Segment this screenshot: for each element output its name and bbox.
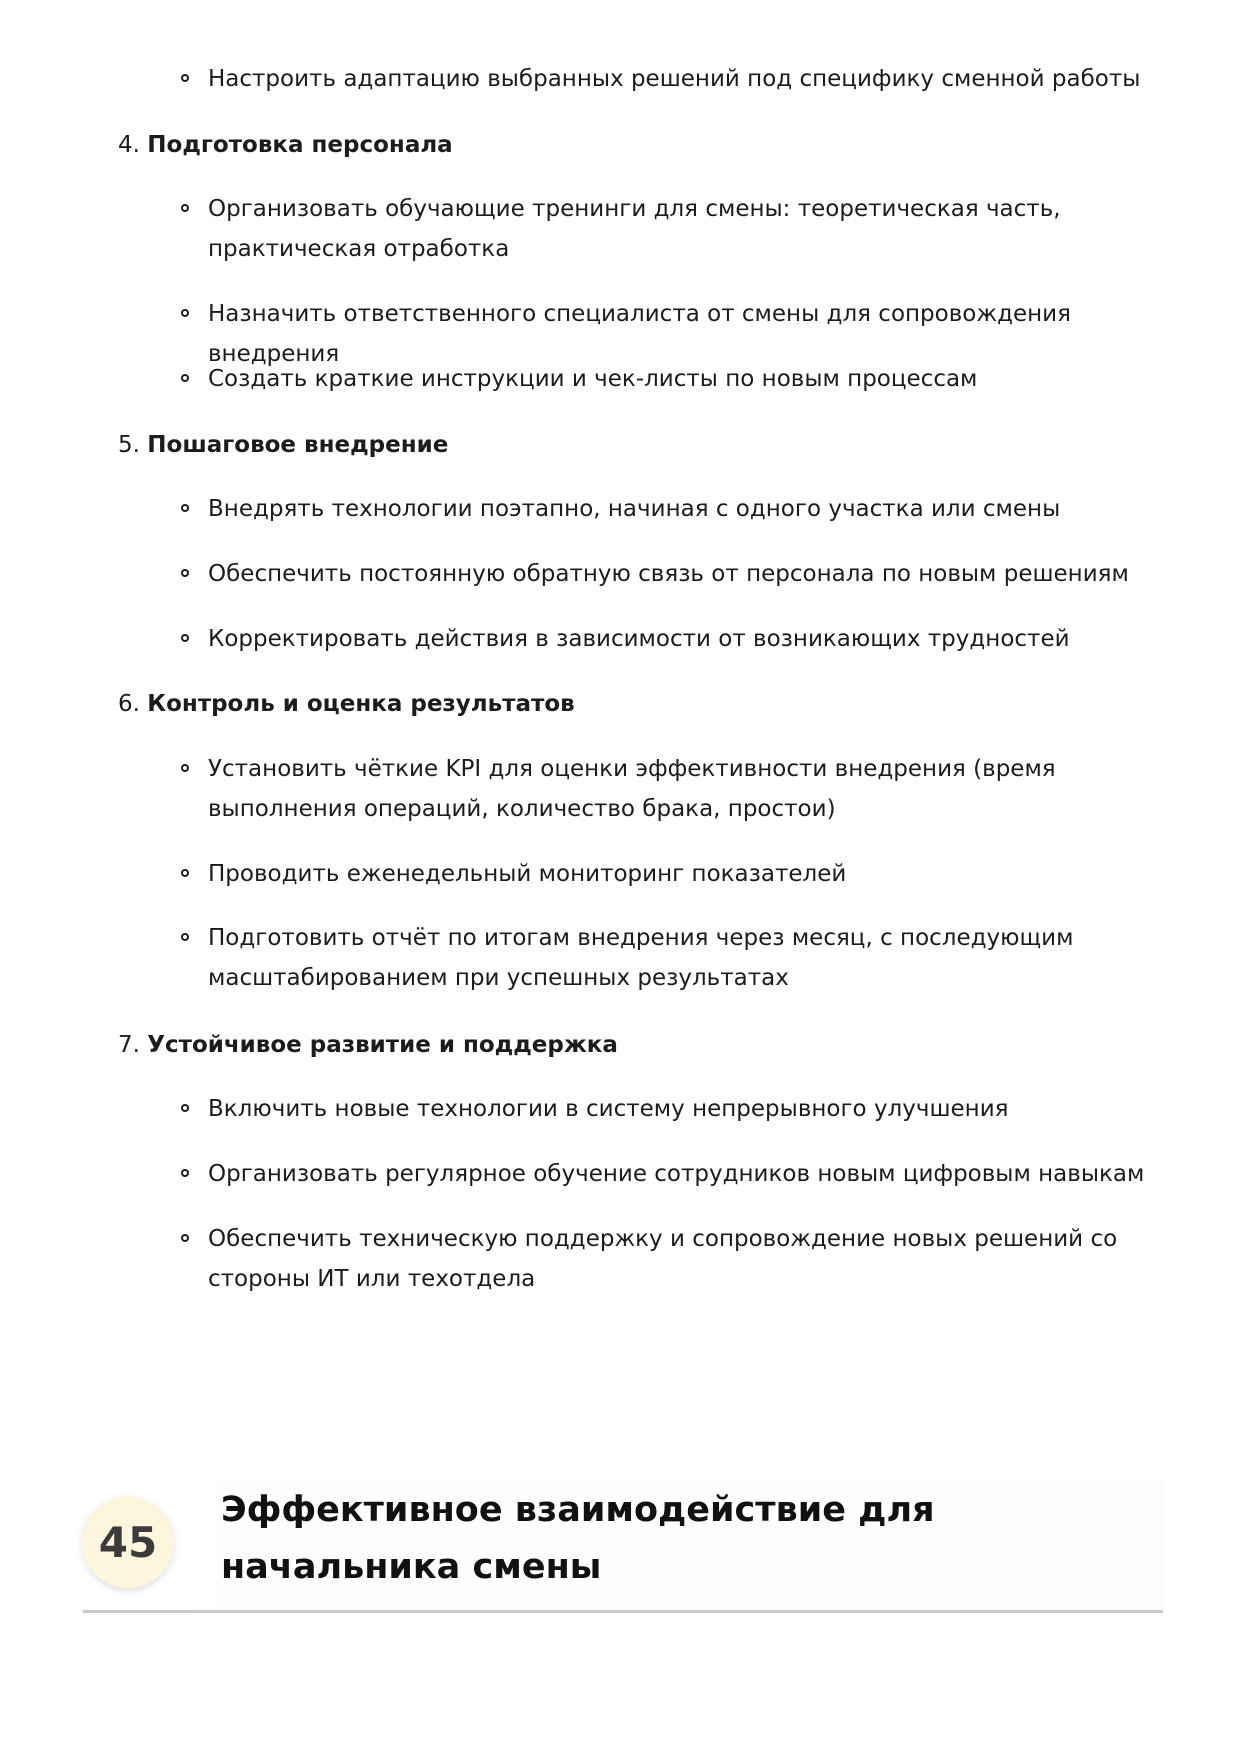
- section-title: Устойчивое развитие и поддержка: [147, 1032, 618, 1058]
- section-title: Контроль и оценка результатов: [147, 691, 575, 717]
- list-item-text: Установить чёткие KPI для оценки эффективности внедрения (время выполнения операций, количество брака, простои): [208, 756, 1056, 822]
- chapter-title: Эффективное взаимодействие для начальника смены: [221, 1490, 935, 1587]
- circle-bullet-icon: [181, 74, 189, 82]
- section-number: 5.: [118, 432, 140, 458]
- circle-bullet-icon: [181, 504, 189, 512]
- circle-bullet-icon: [181, 1234, 189, 1242]
- list-item: [208, 1154, 1168, 1194]
- circle-bullet-icon: [181, 569, 189, 577]
- list-item-text: Обеспечить техническую поддержку и сопровождение новых решений со стороны ИТ или техотдела: [208, 1226, 1118, 1292]
- list-item: [208, 619, 1168, 659]
- chapter-number-badge: 45: [82, 1496, 174, 1588]
- list-item: [208, 554, 1168, 594]
- circle-bullet-icon: [181, 374, 189, 382]
- circle-bullet-icon: [181, 869, 189, 877]
- section-heading-6: [118, 684, 575, 724]
- list-item-text: Организовать обучающие тренинги для смены: теоретическая часть, практическая отработка: [208, 196, 1061, 262]
- section-title: Пошаговое внедрение: [147, 432, 449, 458]
- list-item-text: Корректировать действия в зависимости от возникающих трудностей: [208, 626, 1070, 652]
- section-heading-4: [118, 125, 453, 165]
- list-item-text: Настроить адаптацию выбранных решений под специфику сменной работы: [208, 66, 1141, 92]
- list-item-text: Обеспечить постоянную обратную связь от персонала по новым решениям: [208, 561, 1129, 587]
- list-item: [208, 359, 1168, 399]
- list-item: [208, 1089, 1168, 1129]
- list-item: [208, 59, 1168, 99]
- section-title: Подготовка персонала: [147, 132, 453, 158]
- list-item: [208, 1219, 1168, 1299]
- section-number: 7.: [118, 1032, 140, 1058]
- list-item: [208, 189, 1168, 269]
- list-item-text: Включить новые технологии в систему непрерывного улучшения: [208, 1096, 1009, 1122]
- circle-bullet-icon: [181, 1169, 189, 1177]
- circle-bullet-icon: [181, 204, 189, 212]
- circle-bullet-icon: [181, 309, 189, 317]
- list-item: [208, 749, 1168, 829]
- list-item-text: Назначить ответственного специалиста от смены для сопровождения внедрения: [208, 301, 1071, 367]
- section-number: 4.: [118, 132, 140, 158]
- circle-bullet-icon: [181, 1104, 189, 1112]
- section-heading-5: [118, 425, 448, 465]
- circle-bullet-icon: [181, 764, 189, 772]
- list-item-text: Внедрять технологии поэтапно, начиная с одного участка или смены: [208, 496, 1061, 522]
- chapter-divider: [83, 1610, 1163, 1613]
- list-item: [208, 854, 1168, 894]
- section-number: 6.: [118, 691, 140, 717]
- list-item-text: Организовать регулярное обучение сотрудников новым цифровым навыкам: [208, 1161, 1145, 1187]
- list-item: [208, 489, 1168, 529]
- circle-bullet-icon: [181, 933, 189, 941]
- list-item: [208, 918, 1168, 998]
- list-item-text: Создать краткие инструкции и чек-листы по новым процессам: [208, 366, 978, 392]
- circle-bullet-icon: [181, 634, 189, 642]
- section-heading-7: [118, 1025, 618, 1065]
- list-item-text: Подготовить отчёт по итогам внедрения через месяц, с последующим масштабированием при успешных результатах: [208, 925, 1074, 991]
- list-item-text: Проводить еженедельный мониторинг показателей: [208, 861, 847, 887]
